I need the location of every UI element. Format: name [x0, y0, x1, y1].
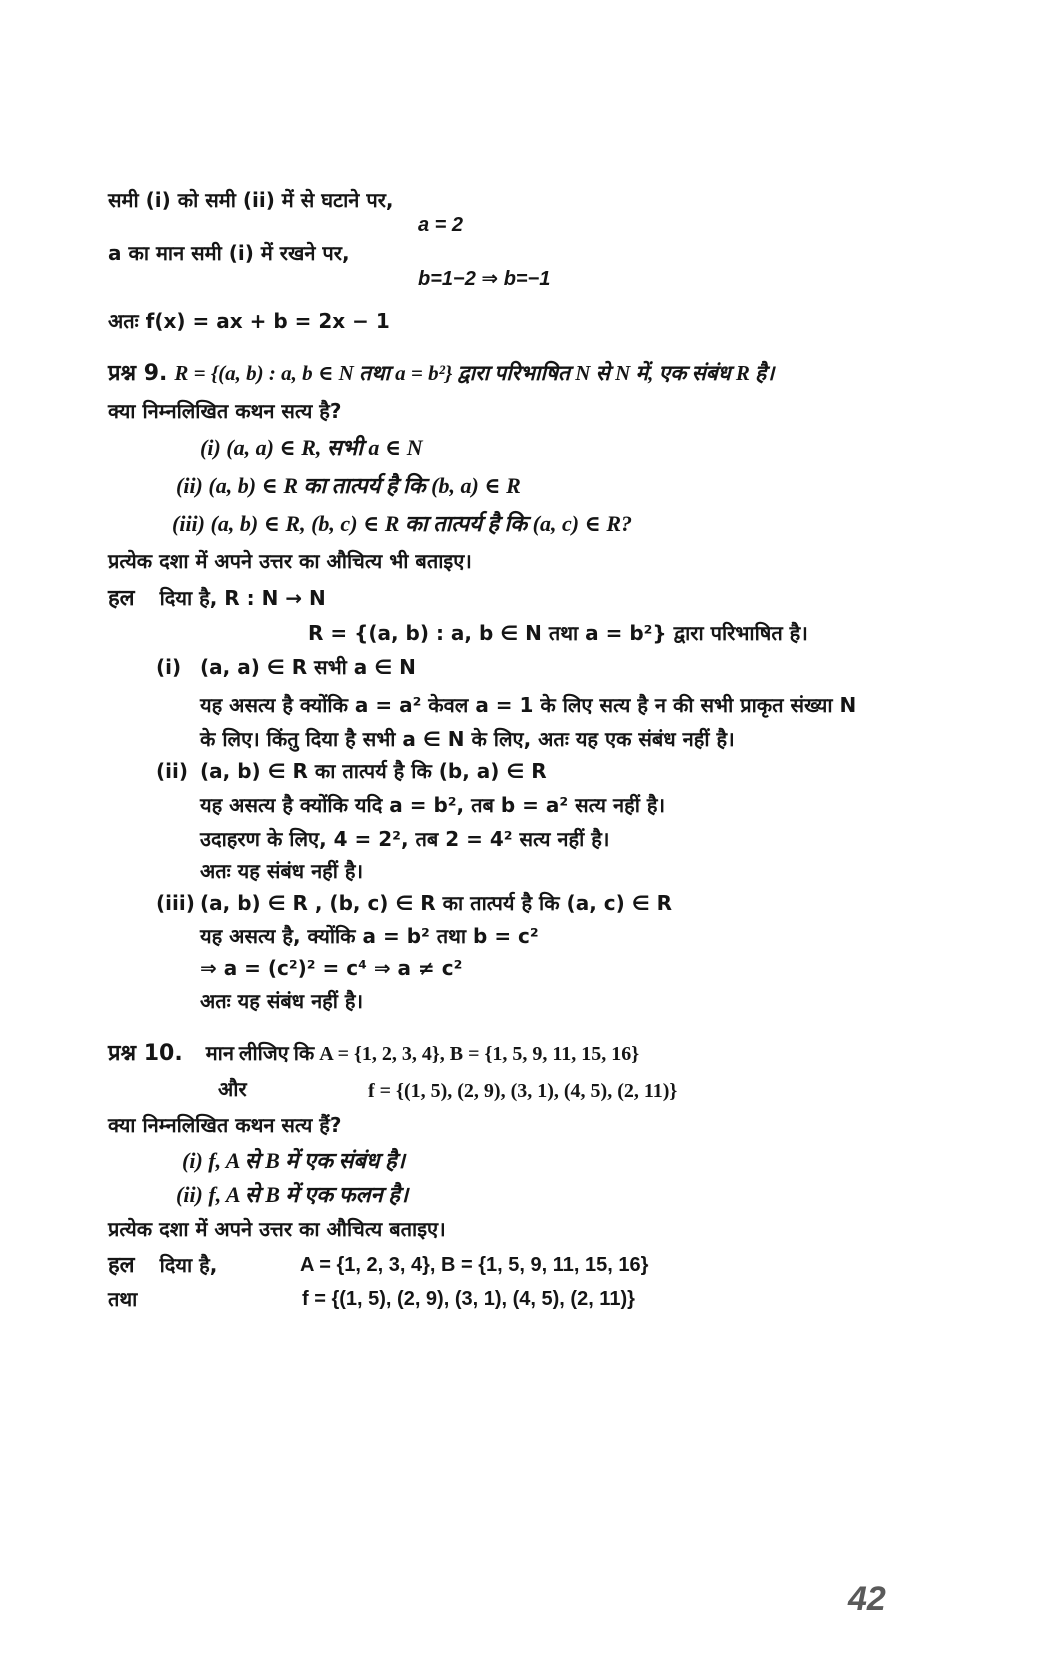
text-line: a का मान समी (i) में रखने पर, — [108, 241, 350, 265]
solution-given — [108, 1252, 217, 1279]
question-item: (i) f, A से B में एक संबंध है। — [182, 1148, 405, 1173]
solution-definition: R = {(a, b) : a, b ∈ N तथा a = b²} द्वारा परिभाषित है। — [308, 621, 808, 645]
question-item: (iii) (a, b) ∈ R, (b, c) ∈ R का तात्पर्य है कि (a, c) ∈ R? — [172, 511, 632, 536]
and-label: तथा — [108, 1287, 138, 1311]
question-item: (ii) f, A से B में एक फलन है। — [176, 1182, 409, 1207]
question-9 — [108, 360, 774, 387]
question-label: प्रश्न 9. — [108, 361, 168, 386]
solution-part-ii — [156, 758, 547, 784]
question-item: (i) (a, a) ∈ R, सभी a ∈ N — [200, 435, 423, 460]
function-definition: f = {(1, 5), (2, 9), (3, 1), (4, 5), (2, 11)} — [368, 1080, 678, 1102]
given-sets: A = {1, 2, 3, 4}, B = {1, 5, 9, 11, 15, 16} — [300, 1254, 649, 1276]
part-text: अतः यह संबंध नहीं है। — [200, 859, 364, 883]
solution-part-iii — [156, 890, 673, 916]
part-text: के लिए। किंतु दिया है सभी a ∈ N के लिए, अतः यह एक संबंध नहीं है। — [200, 727, 735, 751]
question-label: प्रश्न 10. — [108, 1041, 183, 1066]
part-text: अतः यह संबंध नहीं है। — [200, 989, 364, 1013]
part-text: यह असत्य है क्योंकि यदि a = b², तब b = a² सत्य नहीं है। — [200, 793, 666, 817]
equation-line: b=1−2 ⇒ b=−1 — [418, 268, 551, 290]
solution-label: हल — [108, 1253, 135, 1278]
part-claim: (a, b) ∈ R , (b, c) ∈ R का तात्पर्य है कि (a, c) ∈ R — [200, 891, 673, 915]
equation-line: a = 2 — [418, 214, 464, 236]
conclusion-line: अतः f(x) = ax + b = 2x − 1 — [108, 309, 390, 333]
solution-given — [108, 585, 326, 612]
given-label: दिया है, — [159, 1253, 218, 1277]
solution-given-text: दिया है, R : N → N — [159, 586, 326, 610]
part-text: यह असत्य है क्योंकि a = a² केवल a = 1 के लिए सत्य है न की सभी प्राकृत संख्या N — [200, 693, 857, 717]
and-label: और — [218, 1077, 247, 1101]
question-prompt: क्या निम्नलिखित कथन सत्य है? — [108, 399, 342, 423]
solution-label: हल — [108, 586, 135, 611]
part-claim: (a, b) ∈ R का तात्पर्य है कि (b, a) ∈ R — [200, 759, 547, 783]
text-line: समी (i) को समी (ii) में से घटाने पर, — [108, 188, 394, 212]
solution-part-i — [156, 654, 416, 680]
question-statement: R = {(a, b) : a, b ∈ N तथा a = b²} द्वारा परिभाषित N से N में, एक संबंध R है। — [174, 361, 775, 385]
part-text: यह असत्य है, क्योंकि a = b² तथा b = c² — [200, 924, 539, 948]
question-prompt: क्या निम्नलिखित कथन सत्य हैं? — [108, 1113, 342, 1137]
question-item: (ii) (a, b) ∈ R का तात्पर्य है कि (b, a) ∈ R — [176, 473, 521, 498]
part-number: (ii) — [156, 759, 188, 783]
part-text: उदाहरण के लिए, 4 = 2², तब 2 = 4² सत्य नहीं है। — [200, 827, 610, 851]
question-10 — [108, 1040, 639, 1067]
question-statement: मान लीजिए कि A = {1, 2, 3, 4}, B = {1, 5, 9, 11, 15, 16} — [205, 1043, 640, 1065]
page-number: 42 — [848, 1580, 886, 1618]
part-number: (i) — [156, 655, 182, 679]
part-text: ⇒ a = (c²)² = c⁴ ⇒ a ≠ c² — [200, 956, 463, 980]
function-definition: f = {(1, 5), (2, 9), (3, 1), (4, 5), (2, 11)} — [302, 1288, 635, 1310]
part-number: (iii) — [156, 891, 195, 915]
question-justify: प्रत्येक दशा में अपने उत्तर का औचित्य भी बताइए। — [108, 549, 472, 573]
part-claim: (a, a) ∈ R सभी a ∈ N — [200, 655, 416, 679]
question-justify: प्रत्येक दशा में अपने उत्तर का औचित्य बताइए। — [108, 1217, 446, 1241]
